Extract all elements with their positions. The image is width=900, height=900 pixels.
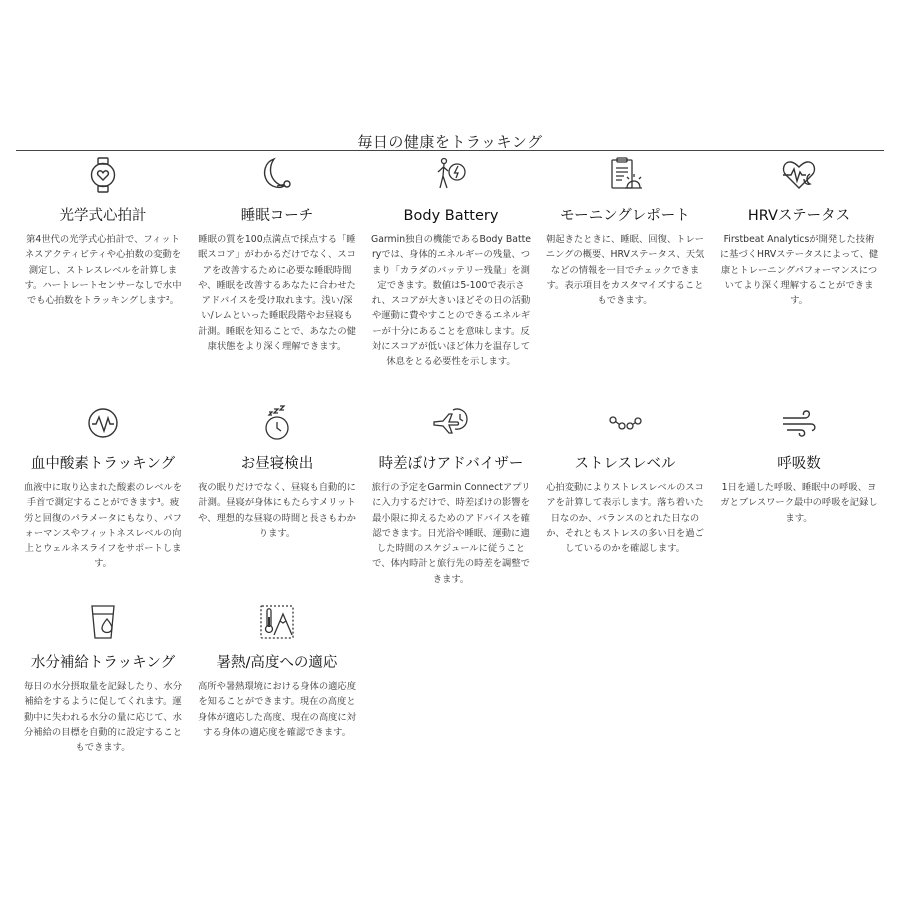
feature-optical-hr [16, 155, 190, 308]
feature-description: 高所や暑熱環境における身体の適応度を知ることができます。現在の高度と身体が適応した高度、現在の高度に対する身体の適応度を確認できます。 [197, 681, 357, 738]
acclimation-icon [257, 602, 297, 642]
feature-stress-level [538, 403, 712, 556]
feature-title: お昼寝検出 [240, 456, 314, 472]
pulse-ox-icon [83, 403, 123, 443]
moon-icon [257, 155, 297, 195]
feature-description: 睡眠の質を100点満点で採点する「睡眠スコア」がわかるだけでなく、スコアを改善するために必要な睡眠時間や、睡眠を改善するあなたに合わせたアドバイスを受け取れます。浅い/深い/レムといった睡眠段階やお昼寝も計測。睡眠を知ることで、あなたの健康状態をより深く理解できます。 [198, 234, 356, 353]
feature-morning-report [538, 155, 712, 308]
feature-body-battery [364, 155, 538, 370]
feature-title: 水分補給トラッキング [30, 655, 176, 671]
feature-title: 血中酸素トラッキング [30, 456, 176, 472]
feature-title: ストレスレベル [574, 456, 676, 472]
nap-icon [257, 403, 297, 443]
feature-hrv-status [712, 155, 886, 308]
morning-report-icon [605, 155, 645, 195]
title-divider [16, 150, 884, 151]
feature-title: 呼吸数 [777, 456, 821, 472]
respiration-icon [779, 403, 819, 443]
stress-icon [605, 403, 645, 443]
feature-description: 旅行の予定をGarmin Connectアプリに入力するだけで、時差ぼけの影響を最小限に抑えるためのアドバイスを確認できます。日光浴や睡眠、運動に適した時間のスケジュールに従うことで、体内時計と旅行先の時差を調整できます。 [371, 482, 531, 585]
feature-acclimation [190, 602, 364, 740]
body-battery-icon [431, 155, 471, 195]
feature-pulse-ox [16, 403, 190, 572]
feature-description: 心拍変動によりストレスレベルのスコアを計算して表示します。落ち着いた日なのか、バランスのとれた日なのか、それともストレスの多い日を過ごしているのかを確認します。 [546, 482, 704, 555]
page-title: 毎日の健康をトラッキング [357, 133, 543, 151]
feature-description: 第4世代の光学式心拍計で、フィットネスアクティビティや心拍数の変動を測定し、ストレスレベルを計算します。ハートレートセンサーなしで水中でも心拍数をトラッキングします²。 [24, 234, 182, 307]
hydration-icon [83, 602, 123, 642]
jet-lag-icon [431, 403, 471, 443]
feature-description: Firstbeat Analyticsが開発した技術に基づくHRVステータスによって、健康とトレーニングパフォーマンスについてより深く理解することができます。 [719, 234, 879, 307]
feature-title: 睡眠コーチ [240, 208, 314, 224]
feature-title: 光学式心拍計 [59, 208, 147, 224]
feature-description: 朝起きたときに、睡眠、回復、トレーニングの概要、HRVステータス、天気などの情報を一目でチェックできます。表示項目をカスタマイズすることもできます。 [545, 234, 705, 307]
feature-title: 時差ぼけアドバイザー [378, 456, 524, 472]
feature-description: 1日を通した呼吸、睡眠中の呼吸、ヨガとブレスワーク最中の呼吸を記録します。 [720, 482, 878, 524]
hrv-heart-icon [779, 155, 819, 195]
feature-title: HRVステータス [747, 208, 851, 224]
feature-hydration [16, 602, 190, 755]
feature-title: Body Battery [403, 208, 499, 224]
feature-jet-lag-adviser [364, 403, 538, 587]
feature-description: Garmin独自の機能であるBody Batteryでは、身体的エネルギーの残量、つまり「カラダのバッテリー残量」を測定できます。数値は5-100で表示され、スコアが大きいほどその日の活動や運動に費やすことのできるエネルギーが十分にあることを意味します。反対にスコアが低いほど体力を温存して休息をとる必要性を示します。 [371, 234, 531, 368]
feature-title: 暑熱/高度への適応 [216, 655, 338, 671]
feature-title: モーニングレポート [560, 208, 690, 224]
feature-description: 毎日の水分摂取量を記録したり、水分補給をするように促してくれます。運動中に失われる水分の量に応じて、水分補給の目標を自動的に設定することもできます。 [23, 681, 183, 754]
feature-sleep-coach [190, 155, 364, 354]
feature-nap-detection [190, 403, 364, 541]
feature-description: 夜の眠りだけでなく、昼寝も自動的に計測。昼寝が身体にもたらすメリットや、理想的な昼寝の時間と長さもわかります。 [198, 482, 356, 539]
feature-description: 血液中に取り込まれた酸素のレベルを手首で測定することができます³。疲労と回復のパラメータにもなり、パフォーマンスやフィットネスレベルの向上とウェルネスライフをサポートします。 [23, 482, 183, 570]
watch-heart-icon [83, 155, 123, 195]
feature-respiration [712, 403, 886, 526]
